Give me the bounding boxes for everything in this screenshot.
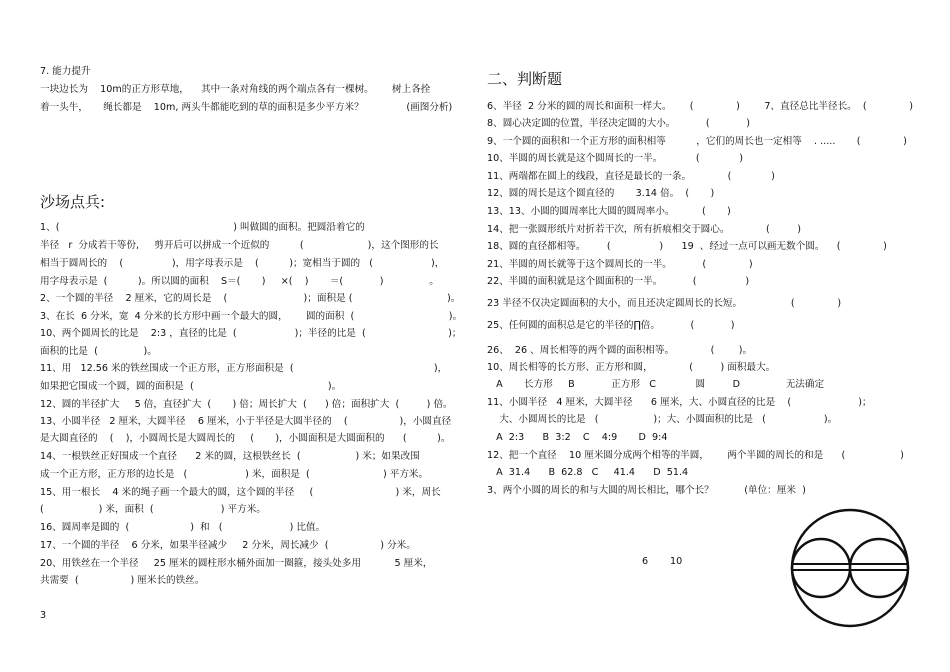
right-line: 14、把一张圆形纸片对折若干次，所有折痕相交于圆心。 ( ) xyxy=(487,224,801,235)
page-number: 3 xyxy=(40,610,47,621)
left-line: 16、圆周率是圆的 ( ) 和 ( ) 比值。 xyxy=(40,522,326,533)
left-line: 成一个正方形，正方形的边长是 ( ) 米，面积是 ( ) 平方米。 xyxy=(40,469,429,480)
left-line: 半径 r 分成若干等份, 剪开后可以拼成一个近似的 ( )，这个图形的长 xyxy=(40,240,439,251)
right-line: 11、小圆半径 4 厘米，大圆半径 6 厘米，大、小圆直径的比是 ( )； xyxy=(487,397,872,408)
left-line: 用字母表示是 ( )。所以圆的面积 S＝( ) ×( ) ＝( ) 。 xyxy=(40,276,439,287)
left-heading: 沙场点兵: xyxy=(40,193,106,211)
left-line: ( ) 米，面积 ( ) 平方米。 xyxy=(40,504,266,515)
problem-line-1: 一块边长为 10m的正方形草地， 其中一条对角线的两个端点各有一棵树。 树上各拴 xyxy=(40,84,431,95)
left-line: 面积的比是 ( )。 xyxy=(40,346,157,357)
left-line: 1、( ) 叫做圆的面积。把圆沿着它的 xyxy=(40,222,365,233)
left-line: 如果把它围成一个圆，圆的面积是 ( )。 xyxy=(40,381,342,392)
right-line: 8、圆心决定圆的位置，半径决定圆的大小。 ( ) xyxy=(487,118,750,129)
right-line: 6、半径 2 分米的圆的周长和面积一样大。 ( ) 7、直径总比半径长。 ( ) xyxy=(487,101,914,112)
right-line: 23 半径不仅决定圆面积的大小，而且还决定圆周长的长短。 ( ) xyxy=(487,298,842,309)
small-circle-right xyxy=(850,539,908,597)
left-line: 12、圆的半径扩大 5 倍，直径扩大 ( ) 倍；周长扩大 ( ) 倍；面积扩大 ( ) 倍。 xyxy=(40,399,453,410)
left-line: 17、一个圆的半径 6 分米，如果半径减少 2 分米，周长减少 ( ) 分米。 xyxy=(40,540,416,551)
left-line: 20、用铁丝在一个半径 25 厘米的圆柱形水桶外面加一圈箍，接头处多用 5 厘米， xyxy=(40,558,433,569)
left-line: 13、小圆半径 2 厘米，大圆半径 6 厘米，小于半径是大圆半径的 ( )，小圆直径 xyxy=(40,416,452,427)
right-line: 10、周长相等的长方形、正方形和圆， ( ) 面积最大。 xyxy=(487,362,776,373)
circles-figure xyxy=(790,508,910,628)
right-line: 12、圆的周长是这个圆直径的 3.14 倍。 ( ) xyxy=(487,188,715,199)
left-line: 14、一根铁丝正好围成一个直径 2 米的圆，这根铁丝长 ( ) 米；如果改围 xyxy=(40,451,420,462)
right-line: 25、任何圆的面积总是它的半径的∏倍。 ( ) xyxy=(487,320,735,331)
right-heading: 二、判断题 xyxy=(487,70,563,88)
figure-label-large: 10 xyxy=(670,556,683,567)
left-line: 11、用 12.56 米的铁丝围成一个正方形，正方形面积是 ( )， xyxy=(40,363,448,374)
left-line: 10、两个圆周长的比是 2:3 ，直径的比是 ( )；半径的比是 ( )； xyxy=(40,328,462,339)
right-line: 大、小圆周长的比是 ( )；大、小圆面积的比是 ( )。 xyxy=(487,414,838,425)
right-line: 18、圆的直径都相等。 ( ) 19 、经过一点可以画无数个圆。 ( ) xyxy=(487,241,887,252)
right-line: 3、两个小圆的周长的和与大圆的周长相比，哪个长？ (单位：厘米 ) xyxy=(487,485,806,496)
right-line: 9、一个圆的面积和一个正方形的面积相等 ，它们的周长也一定相等 . ..... ( ) xyxy=(487,136,907,147)
section-title: 7. 能力提升 xyxy=(40,66,91,77)
right-line: 26、 26 、周长相等的两个圆的面积相等。 ( )。 xyxy=(487,345,753,356)
left-line: 共需要 ( ) 厘米长的铁丝。 xyxy=(40,575,205,586)
right-line: 21、半圆的周长就等于这个圆周长的一半。 ( ) xyxy=(487,259,753,270)
right-line: 10、半圆的周长就是这个圆周长的一半。 ( ) xyxy=(487,153,743,164)
left-line: 15、用一根长 4 米的绳子画一个最大的圆，这个圆的半径 ( ) 米，周长 xyxy=(40,487,441,498)
right-line: A 31.4 B 62.8 C 41.4 D 51.4 xyxy=(487,467,689,478)
problem-line-2: 着一头牛， 绳长都是 10m, 两头牛都能吃到的草的面积是多少平方米？ (画图分析) xyxy=(40,102,453,113)
right-line: 11、两端都在圆上的线段，直径是最长的一条。 ( ) xyxy=(487,171,775,182)
left-line: 2、一个圆的半径 2 厘米，它的周长是 ( )；面积是 ( )。 xyxy=(40,293,461,304)
right-line: 12、把一个直径 10 厘米圆分成两个相等的半圆， 两个半圆的周长的和是 ( ) xyxy=(487,450,904,461)
right-line: 22、半圆的面积就是这个圆面积的一半。 ( ) xyxy=(487,276,750,287)
left-line: 3、在长 6 分米，宽 4 分米的长方形中画一个最大的圆， 圆的面积 ( )。 xyxy=(40,311,463,322)
left-line: 是大圆直径的 ( )，小圆周长是大圆周长的 ( )，小圆面积是大圆面积的 ( )。 xyxy=(40,433,451,444)
left-line: 相当于圆周长的 ( )，用字母表示是 ( )；宽相当于圆的 ( )， xyxy=(40,258,445,269)
right-line: 13、13、小圆的圆周率比大圆的圆周率小。 ( ) xyxy=(487,206,731,217)
right-line: A 2:3 B 3:2 C 4:9 D 9:4 xyxy=(487,432,668,443)
right-line: A 长方形 B 正方形 C 圆 D 无法确定 xyxy=(487,379,825,390)
figure-label-small: 6 xyxy=(642,556,649,567)
small-circle-left xyxy=(792,539,850,597)
